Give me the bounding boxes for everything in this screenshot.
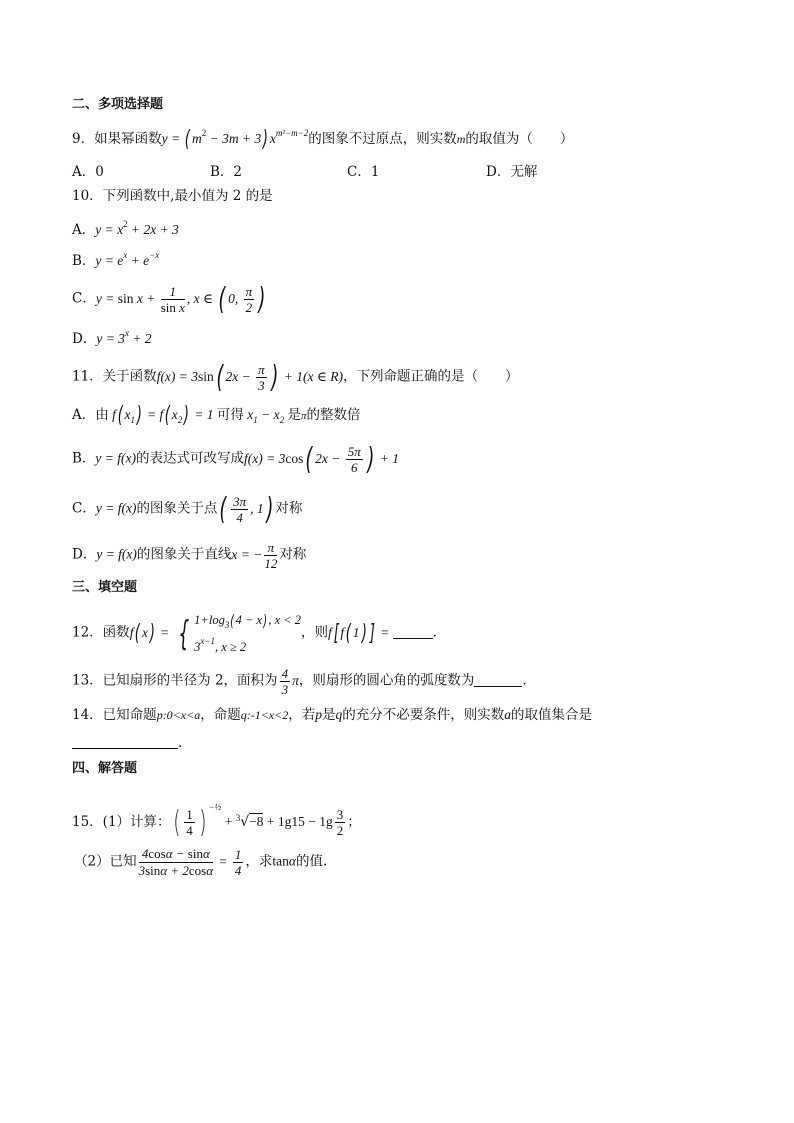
q15-part1-end: ； [347, 814, 361, 830]
q11-a-end: 的整数倍 [306, 407, 361, 424]
q14-answer-blank [72, 736, 178, 749]
q11-d-line: x = − $\frac{\pi}{12}$ [231, 540, 278, 571]
q12-number: 12．函数 [72, 624, 130, 641]
q9-option-d: D．无解 [486, 164, 538, 180]
q14-mid2: ，若 [288, 707, 316, 723]
q9-option-b: B．2 [210, 164, 243, 180]
question-11 [72, 359, 519, 395]
q11-c-point: ( $\frac{3\pi}{4}$ , 1) [219, 491, 274, 527]
q14-mid3: 是 [321, 707, 336, 723]
q10-d-formula: $y = 3^x + 2$ [96, 328, 152, 346]
q9-post2: 的取值为（ ） [465, 131, 574, 147]
q9-option-a: A．0 [72, 164, 104, 180]
question-15-part-1 [72, 798, 361, 838]
question-9 [72, 124, 573, 151]
q11-c-pre: C． [72, 500, 96, 517]
q15-part2-label: （2）已知 [74, 853, 137, 870]
q10-c-label: C． [72, 290, 96, 307]
question-14 [72, 706, 592, 724]
q10-option-a [72, 215, 179, 239]
q14-mid4: 的充分不必要条件，则实数 [342, 707, 505, 723]
q9-post: 的图象不过原点，则实数 [308, 131, 457, 147]
q12-mid: ，则 [301, 624, 329, 641]
q9-formula: y = ( $m^2 - 3m + 3$) $x^{m^2-m-2}$ [161, 126, 309, 152]
q11-b-formula: f(x) = 3cos( 2x − $\frac{5\pi}{6}$ ) + 1 [244, 441, 400, 477]
q10-option-b [72, 246, 159, 270]
q11-a-formula: f( $x_1) = f$( $x_2) = 1$ [108, 403, 217, 428]
q14-q: q [335, 707, 343, 722]
q14-p-expr: p:0<x<a [156, 708, 201, 722]
q11-b-pre: B． [72, 450, 96, 467]
section-heading-fill-blank: 三、填空题 [72, 580, 138, 595]
q11-a-post: 是 [287, 407, 301, 424]
q15-part1-formula: ( $\frac{1}{4}$ ) $^{-\frac{1}{2}}$ + $^3$√−8 + 1g15 − 1g $\frac{3}{2}$ [172, 802, 344, 840]
q14-end: 的取值集合是 [510, 707, 592, 723]
q11-option-d [72, 540, 306, 571]
q9-option-c: C．1 [347, 164, 380, 180]
q12-expr: f[ f( 1) ] = [328, 620, 393, 646]
q10-b-label: B． [72, 253, 96, 269]
q13-end: . [522, 672, 527, 689]
q11-d-lhs: y = f(x) [96, 546, 137, 562]
q11-formula: f(x) = 3sin( 2x − $\frac{\pi}{3}$ ) + 1(x ∈ R) [156, 359, 343, 395]
q11-d-mid: 的图象关于直线 [136, 546, 232, 563]
q11-c-end: 对称 [275, 500, 303, 517]
q9-number: 9． [72, 131, 95, 147]
q11-option-b [72, 441, 400, 477]
q11-b-mid: 的表达式可改写成 [136, 450, 245, 467]
q14-answer-line [72, 734, 182, 752]
question-12 [72, 612, 437, 655]
q13-answer-blank [474, 674, 522, 687]
q11-d-end: 对称 [279, 546, 307, 563]
q11-d-pre: D． [72, 546, 97, 563]
section-heading-solve: 四、解答题 [72, 761, 138, 776]
q10-option-d [72, 324, 152, 348]
q10-a-label: A． [72, 222, 96, 238]
q10-option-c [72, 281, 268, 317]
q13-area: $\frac{4}{3}$ π [281, 666, 299, 697]
q11-a-pi: π [301, 410, 307, 423]
q11-a-pre: A．由 [72, 407, 109, 424]
q15-part2-tan: tanα [272, 853, 297, 869]
q15-part1-label: 15．(1）计算： [72, 814, 171, 830]
q11-option-c [72, 491, 303, 527]
q13-pre: 13．已知扇形的半径为 2，面积为 [72, 672, 278, 689]
q14-pre: 14．已知命题 [72, 707, 157, 723]
q12-formula: f( x) = { $1+\log_3(4 - x)$, x < 2 $3^{x-1}$, x ≥ 2 [129, 611, 302, 654]
q12-answer-blank [393, 626, 433, 639]
q11-b-lhs: y = f(x) [95, 450, 137, 466]
q14-p: p [315, 707, 322, 722]
q11-number: 11．关于函数 [72, 368, 157, 385]
question-13 [72, 666, 527, 697]
q15-part2-end: 的值. [296, 853, 328, 870]
section-heading-multi-choice: 二、多项选择题 [72, 97, 164, 112]
q11-c-mid: 的图象关于点 [136, 500, 218, 517]
q15-part2-mid: ，求 [245, 853, 273, 870]
q10-b-formula: $y = e^x + e^{-x}$ [95, 250, 160, 268]
q11-c-lhs: y = f(x) [95, 500, 137, 516]
q9-pre: 如果幂函数 [94, 131, 162, 147]
q10-a-formula: $y = x^2 + 2x + 3$ [95, 219, 179, 237]
q12-end: . [432, 624, 437, 641]
q10-c-formula: y = sin x + $\frac{1}{\text{sin x}}$ , x ∈ ( 0, $\frac{\pi}{2}$ ) [95, 281, 266, 317]
question-10-stem: 10．下列函数中,最小值为 2 的是 [72, 188, 273, 204]
q14-mid: ，命题 [200, 707, 241, 723]
question-15-part-2 [74, 846, 327, 879]
q9-var: m [456, 132, 466, 146]
q11-post: ，下列命题正确的是（ ） [342, 368, 519, 385]
q14-q-expr: q:-1<x<2 [240, 708, 289, 722]
q11-a-mid: 可得 [216, 407, 244, 424]
q14-a: a [504, 707, 511, 722]
q13-mid: ，则扇形的圆心角的弧度数为 [298, 672, 475, 689]
q11-option-a [72, 405, 361, 429]
q10-d-label: D． [72, 331, 97, 347]
q15-part2-formula: $\frac{4\cos\alpha - \sin\alpha}{3\sin\alpha + 2\cos\alpha}$ = $\frac{1}{4}$ [138, 846, 242, 878]
q14-end2: . [178, 735, 183, 751]
q11-a-diff: $x_1 - x_2$ [243, 407, 285, 426]
